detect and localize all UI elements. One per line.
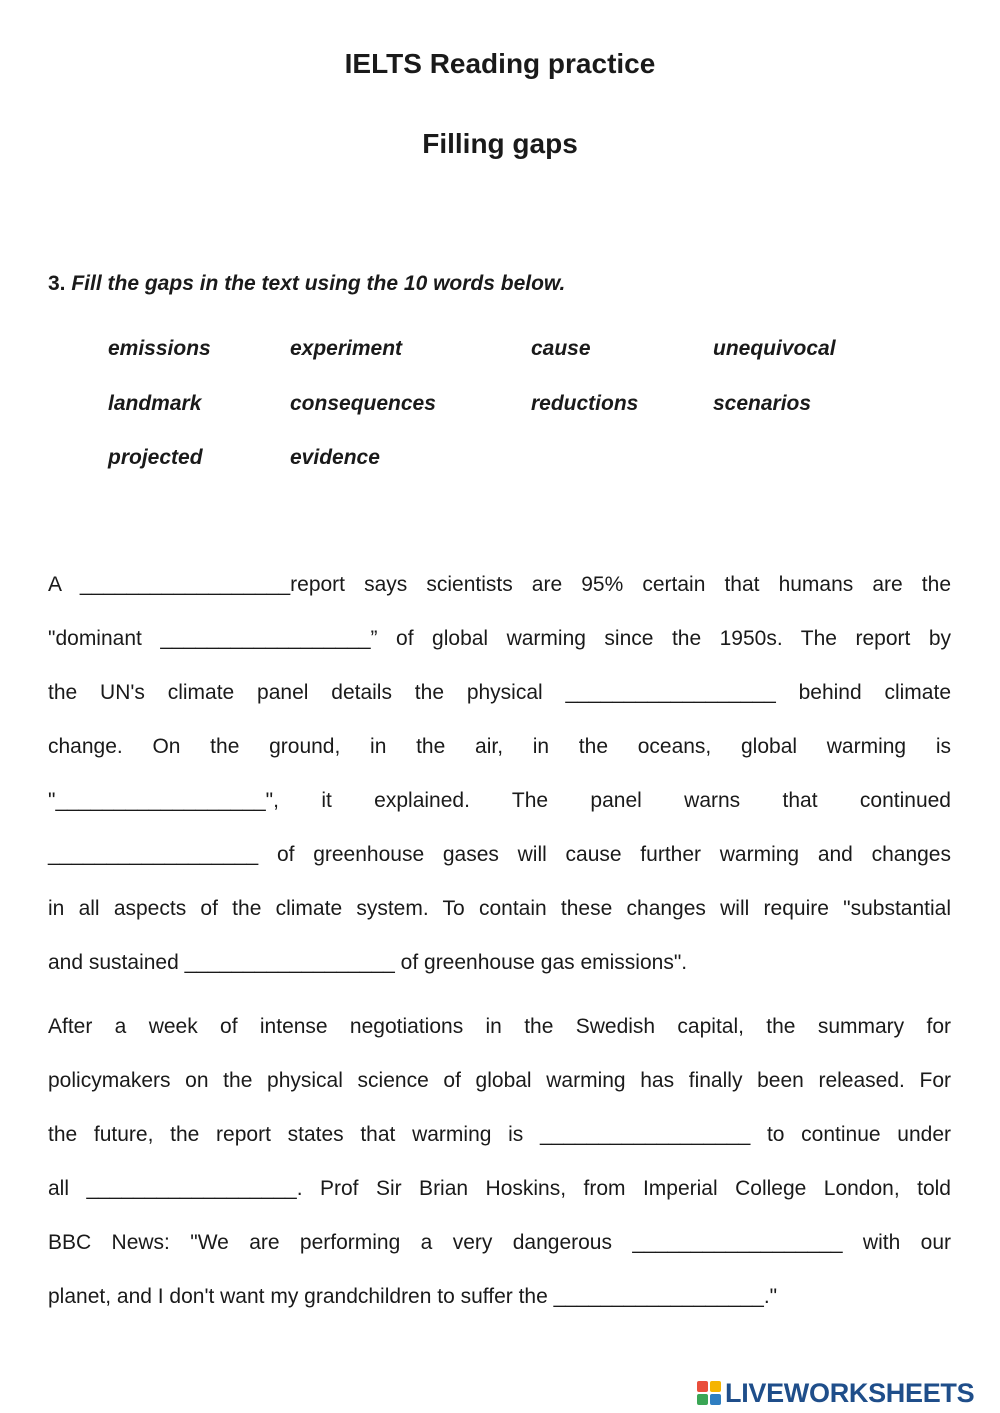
text-line: policymakers on the physical science of global warming has finally been released. For	[48, 1069, 951, 1092]
instruction-text: Fill the gaps in the text using the 10 words below.	[71, 272, 566, 295]
word-bank-item: reductions	[531, 392, 639, 415]
word-bank-item: landmark	[108, 392, 202, 415]
liveworksheets-logo[interactable]	[697, 1377, 974, 1409]
word-bank-item: cause	[531, 337, 591, 360]
paragraph-2	[48, 1000, 951, 1324]
instruction-number: 3.	[48, 272, 66, 295]
word-bank-item: evidence	[290, 446, 380, 469]
text-line: "dominant __________________” of global warming since the 1950s. The report by	[48, 627, 951, 650]
page-subtitle: Filling gaps	[422, 128, 578, 159]
logo-tile	[697, 1381, 708, 1392]
text-line: change. On the ground, in the air, in the oceans, global warming is	[48, 735, 951, 758]
paragraph-1	[48, 558, 951, 990]
word-bank-item: experiment	[290, 337, 403, 360]
text-line: all __________________. Prof Sir Brian Hoskins, from Imperial College London, told	[48, 1177, 951, 1200]
logo-tile	[710, 1394, 721, 1405]
word-bank-item: scenarios	[713, 392, 812, 415]
text-line: BBC News: "We are performing a very dangerous __________________ with our	[48, 1231, 951, 1254]
word-bank-item: unequivocal	[713, 337, 836, 360]
instruction	[48, 272, 565, 296]
liveworksheets-logo-icon	[697, 1381, 721, 1405]
text-line: planet, and I don't want my grandchildren to suffer the __________________."	[48, 1285, 778, 1308]
text-line: the future, the report states that warming is __________________ to continue under	[48, 1123, 951, 1146]
text-line: and sustained __________________ of greenhouse gas emissions".	[48, 951, 688, 974]
logo-tile	[697, 1394, 708, 1405]
text-line: __________________ of greenhouse gases will cause further warming and changes	[48, 843, 951, 866]
text-line: A __________________report says scientists are 95% certain that humans are the	[48, 573, 951, 596]
text-line: in all aspects of the climate system. To contain these changes will require "substantial	[48, 897, 951, 920]
word-bank-item: consequences	[290, 392, 436, 415]
text-line: the UN's climate panel details the physical __________________ behind climate	[48, 681, 951, 704]
text-line: "__________________", it explained. The panel warns that continued	[48, 789, 951, 812]
text-line: After a week of intense negotiations in the Swedish capital, the summary for	[48, 1015, 951, 1038]
logo-tile	[710, 1381, 721, 1392]
word-bank-item: projected	[108, 446, 203, 469]
page-title: IELTS Reading practice	[344, 48, 656, 79]
word-bank-item: emissions	[108, 337, 211, 360]
liveworksheets-logo-text: LIVEWORKSHEETS	[725, 1377, 975, 1408]
